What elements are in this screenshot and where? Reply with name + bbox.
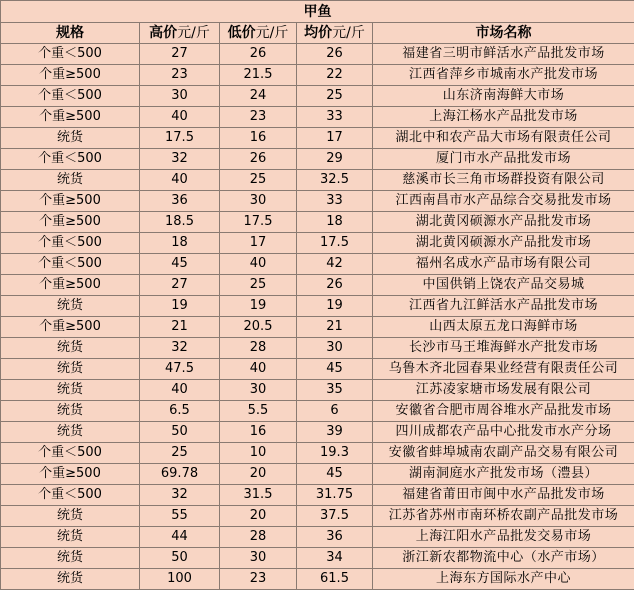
cell-spec: 个重＜500 — [1, 86, 140, 107]
cell-avg: 19.3 — [297, 443, 373, 464]
cell-high: 6.5 — [140, 401, 220, 422]
table-row — [1, 233, 634, 254]
cell-high: 50 — [140, 548, 220, 569]
cell-high: 19 — [140, 296, 220, 317]
cell-avg: 17 — [297, 128, 373, 149]
cell-avg: 42 — [297, 254, 373, 275]
table-row — [1, 380, 634, 401]
cell-low: 28 — [220, 338, 297, 359]
header-row — [1, 23, 634, 44]
cell-low: 40 — [220, 254, 297, 275]
cell-avg: 26 — [297, 44, 373, 65]
cell-high: 40 — [140, 107, 220, 128]
cell-avg: 33 — [297, 191, 373, 212]
cell-high: 40 — [140, 380, 220, 401]
cell-high: 55 — [140, 506, 220, 527]
table-row — [1, 569, 634, 590]
cell-low: 26 — [220, 44, 297, 65]
cell-low: 23 — [220, 107, 297, 128]
cell-spec: 个重＜500 — [1, 254, 140, 275]
cell-avg: 26 — [297, 275, 373, 296]
cell-avg: 30 — [297, 338, 373, 359]
cell-high: 32 — [140, 338, 220, 359]
table-row — [1, 317, 634, 338]
cell-spec: 统货 — [1, 338, 140, 359]
cell-high: 30 — [140, 86, 220, 107]
cell-low: 20 — [220, 506, 297, 527]
cell-avg: 35 — [297, 380, 373, 401]
cell-low: 20.5 — [220, 317, 297, 338]
table-row — [1, 548, 634, 569]
cell-market: 湖南洞庭水产批发市场（澧县） — [373, 464, 634, 485]
cell-avg: 25 — [297, 86, 373, 107]
cell-market: 慈溪市长三角市场群投资有限公司 — [373, 170, 634, 191]
cell-spec: 个重＜500 — [1, 44, 140, 65]
cell-spec: 个重≥500 — [1, 212, 140, 233]
table-row — [1, 44, 634, 65]
cell-high: 18 — [140, 233, 220, 254]
cell-market: 湖北中和农产品大市场有限责任公司 — [373, 128, 634, 149]
header-market: 市场名称 — [373, 23, 634, 44]
title-row — [1, 1, 634, 23]
header-low-label: 低价 — [228, 25, 256, 41]
cell-high: 27 — [140, 275, 220, 296]
cell-spec: 统货 — [1, 359, 140, 380]
cell-market: 中国供销上饶农产品交易城 — [373, 275, 634, 296]
cell-high: 32 — [140, 485, 220, 506]
cell-avg: 18 — [297, 212, 373, 233]
cell-avg: 39 — [297, 422, 373, 443]
cell-low: 30 — [220, 191, 297, 212]
cell-market: 江西省萍乡市城南水产批发市场 — [373, 65, 634, 86]
cell-market: 乌鲁木齐北园春果业经营有限责任公司 — [373, 359, 634, 380]
table-row — [1, 359, 634, 380]
table-row — [1, 338, 634, 359]
cell-spec: 统货 — [1, 527, 140, 548]
cell-avg: 6 — [297, 401, 373, 422]
cell-low: 28 — [220, 527, 297, 548]
cell-spec: 个重≥500 — [1, 107, 140, 128]
cell-market: 安徽省蚌埠城南农副产品交易有限公司 — [373, 443, 634, 464]
table-row — [1, 443, 634, 464]
cell-low: 10 — [220, 443, 297, 464]
cell-high: 36 — [140, 191, 220, 212]
cell-low: 24 — [220, 86, 297, 107]
cell-high: 45 — [140, 254, 220, 275]
table-row — [1, 275, 634, 296]
cell-avg: 32.5 — [297, 170, 373, 191]
table-row — [1, 527, 634, 548]
table-row — [1, 128, 634, 149]
cell-spec: 统货 — [1, 170, 140, 191]
cell-market: 福建省莆田市闽中水产品批发市场 — [373, 485, 634, 506]
cell-market: 山西太原五龙口海鲜市场 — [373, 317, 634, 338]
cell-high: 69.78 — [140, 464, 220, 485]
cell-low: 20 — [220, 464, 297, 485]
header-avg-label: 均价 — [304, 25, 332, 41]
cell-low: 30 — [220, 548, 297, 569]
cell-avg: 34 — [297, 548, 373, 569]
cell-market: 上海江阳水产品批发交易市场 — [373, 527, 634, 548]
cell-market: 上海江杨水产品批发市场 — [373, 107, 634, 128]
cell-avg: 33 — [297, 107, 373, 128]
cell-spec: 个重＜500 — [1, 485, 140, 506]
cell-spec: 统货 — [1, 422, 140, 443]
header-avg-unit: 元/斤 — [332, 25, 365, 41]
table-row — [1, 191, 634, 212]
cell-low: 19 — [220, 296, 297, 317]
cell-market: 湖北黄冈硕源水产品批发市场 — [373, 212, 634, 233]
cell-market: 江西南昌市水产品综合交易批发市场 — [373, 191, 634, 212]
cell-low: 16 — [220, 128, 297, 149]
cell-spec: 个重≥500 — [1, 317, 140, 338]
cell-market: 福建省三明市鲜活水产品批发市场 — [373, 44, 634, 65]
cell-spec: 个重≥500 — [1, 191, 140, 212]
cell-spec: 统货 — [1, 569, 140, 590]
cell-low: 25 — [220, 170, 297, 191]
cell-spec: 统货 — [1, 128, 140, 149]
cell-spec: 个重＜500 — [1, 233, 140, 254]
header-high-unit: 元/斤 — [177, 25, 210, 41]
cell-spec: 个重＜500 — [1, 443, 140, 464]
cell-high: 23 — [140, 65, 220, 86]
cell-spec: 统货 — [1, 548, 140, 569]
table-row — [1, 65, 634, 86]
header-avg — [297, 23, 373, 44]
cell-high: 21 — [140, 317, 220, 338]
cell-high: 44 — [140, 527, 220, 548]
cell-low: 23 — [220, 569, 297, 590]
header-low — [220, 23, 297, 44]
cell-high: 47.5 — [140, 359, 220, 380]
cell-avg: 37.5 — [297, 506, 373, 527]
cell-high: 18.5 — [140, 212, 220, 233]
table-row — [1, 485, 634, 506]
cell-avg: 36 — [297, 527, 373, 548]
cell-avg: 22 — [297, 65, 373, 86]
cell-high: 17.5 — [140, 128, 220, 149]
cell-market: 江西省九江鲜活水产品批发市场 — [373, 296, 634, 317]
header-high — [140, 23, 220, 44]
header-high-label: 高价 — [149, 25, 177, 41]
cell-high: 32 — [140, 149, 220, 170]
cell-low: 5.5 — [220, 401, 297, 422]
table-row — [1, 107, 634, 128]
cell-low: 26 — [220, 149, 297, 170]
table-row — [1, 422, 634, 443]
cell-market: 山东济南海鲜大市场 — [373, 86, 634, 107]
cell-market: 福州名成水产品市场有限公司 — [373, 254, 634, 275]
cell-low: 31.5 — [220, 485, 297, 506]
table-row — [1, 212, 634, 233]
cell-low: 40 — [220, 359, 297, 380]
cell-avg: 29 — [297, 149, 373, 170]
table-row — [1, 464, 634, 485]
cell-market: 厦门市水产品批发市场 — [373, 149, 634, 170]
table-row — [1, 506, 634, 527]
cell-low: 21.5 — [220, 65, 297, 86]
cell-high: 25 — [140, 443, 220, 464]
table-row — [1, 296, 634, 317]
table-row — [1, 86, 634, 107]
cell-spec: 统货 — [1, 296, 140, 317]
cell-avg: 19 — [297, 296, 373, 317]
cell-market: 江苏凌家塘市场发展有限公司 — [373, 380, 634, 401]
cell-high: 50 — [140, 422, 220, 443]
cell-avg: 17.5 — [297, 233, 373, 254]
cell-market: 浙江新农都物流中心（水产市场） — [373, 548, 634, 569]
cell-market: 长沙市马王堆海鲜水产批发市场 — [373, 338, 634, 359]
cell-spec: 个重≥500 — [1, 65, 140, 86]
cell-market: 四川成都农产品中心批发市水产分场 — [373, 422, 634, 443]
cell-market: 安徽省合肥市周谷堆水产品批发市场 — [373, 401, 634, 422]
table-row — [1, 254, 634, 275]
cell-avg: 61.5 — [297, 569, 373, 590]
cell-spec: 个重≥500 — [1, 464, 140, 485]
cell-avg: 21 — [297, 317, 373, 338]
header-spec: 规格 — [1, 23, 140, 44]
table-row — [1, 401, 634, 422]
cell-high: 100 — [140, 569, 220, 590]
header-low-unit: 元/斤 — [256, 25, 289, 41]
cell-spec: 个重≥500 — [1, 275, 140, 296]
cell-low: 30 — [220, 380, 297, 401]
cell-spec: 个重＜500 — [1, 149, 140, 170]
table-row — [1, 170, 634, 191]
cell-avg: 45 — [297, 464, 373, 485]
cell-spec: 统货 — [1, 401, 140, 422]
cell-high: 40 — [140, 170, 220, 191]
cell-spec: 统货 — [1, 506, 140, 527]
cell-high: 27 — [140, 44, 220, 65]
cell-market: 湖北黄冈硕源水产品批发市场 — [373, 233, 634, 254]
cell-market: 江苏省苏州市南环桥农副产品批发市场 — [373, 506, 634, 527]
cell-low: 17 — [220, 233, 297, 254]
cell-avg: 45 — [297, 359, 373, 380]
cell-low: 16 — [220, 422, 297, 443]
table-title: 甲鱼 — [1, 1, 634, 23]
cell-market: 上海东方国际水产中心 — [373, 569, 634, 590]
cell-low: 25 — [220, 275, 297, 296]
cell-spec: 统货 — [1, 380, 140, 401]
cell-avg: 31.75 — [297, 485, 373, 506]
cell-low: 17.5 — [220, 212, 297, 233]
table-row — [1, 149, 634, 170]
